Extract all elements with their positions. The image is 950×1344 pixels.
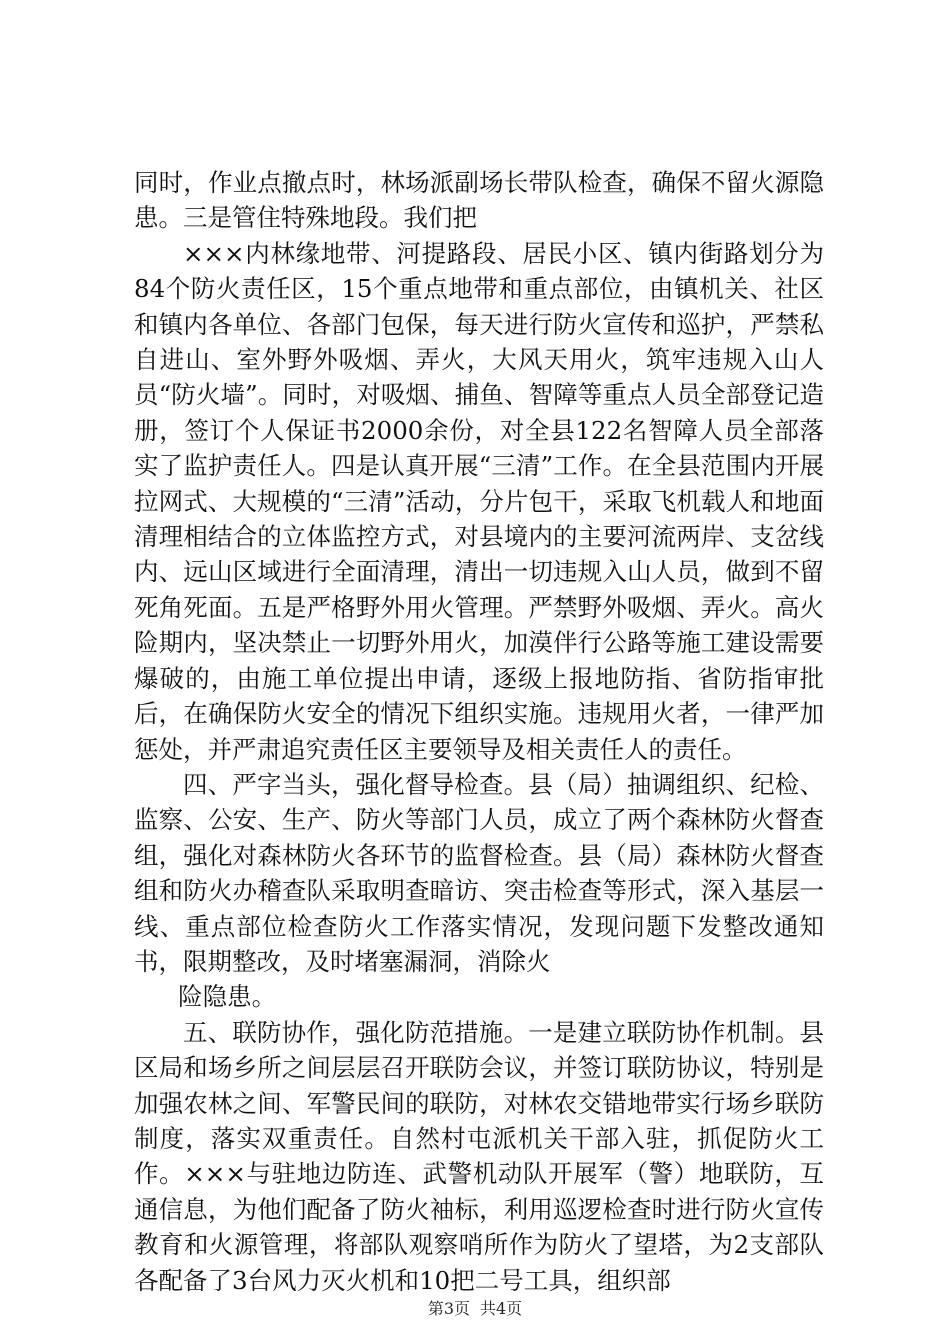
page-footer	[0, 1296, 950, 1319]
page-number: 第3页	[427, 1299, 470, 1318]
paragraph-special-zones: ×××内林缘地带、河提路段、居民小区、镇内街路划分为84个防火责任区，15个重点地带和重点部位，由镇机关、社区和镇内各单位、各部门包保，每天进行防火宣传和巡护，严禁私自进山、室外野外吸烟、弄火，大风天用火，筑牢违规入山人员“防火墙”。同时，对吸烟、捕鱼、智障等重点人员全部登记造册，签订个人保证书2000余份，对全县122名智障人员全部落实了监护责任人。四是认真开展“三清”工作。在全县范围内开展拉网式、大规模的“三清”活动，分片包干，采取飞机载人和地面清理相结合的立体监控方式，对县境内的主要河流两岸、支岔线内、远山区域进行全面清理，清出一切违规入山人员，做到不留死角死面。五是严格野外用火管理。严禁野外吸烟、弄火。高火险期内，坚决禁止一切野外用火，加漠伴行公路等施工建设需要爆破的，由施工单位提出申请，逐级上报地防指、省防指审批后，在确保防火安全的情况下组织实施。违规用火者，一律严加惩处，并严肃追究责任区主要领导及相关责任人的责任。	[134, 238, 824, 764]
paragraph-orphan-line: 险隐患。	[178, 982, 277, 1012]
page-total: 共4页	[480, 1299, 523, 1318]
paragraph-section-four: 四、严字当头，强化督导检查。县（局）抽调组织、纪检、监察、公安、生产、防火等部门人员，成立了两个森林防火督查组，强化对森林防火各环节的监督检查。县（局）森林防火督查组和防火办稽查队采取明查暗访、突击检查等形式，深入基层一线、重点部位检查防火工作落实情况，发现问题下发整改通知书，限期整改，及时堵塞漏洞，消除火	[134, 769, 824, 976]
paragraph-section-five: 五、联防协作，强化防范措施。一是建立联防协作机制。县区局和场乡所之间层层召开联防会议，并签订联防协议，特别是加强农林之间、军警民间的联防，对林农交错地带实行场乡联防制度，落实双重责任。自然村屯派机关干部入驻，抓促防火工作。×××与驻地边防连、武警机动队开展军（警）地联防，互通信息，为他们配备了防火袖标，利用巡逻检查时进行防火宣传教育和火源管理，将部队观察哨所作为防火了望塔，为2支部队各配备了3台风力灭火机和10把二号工具，组织部	[134, 1017, 824, 1295]
paragraph-continued: 同时，作业点撤点时，林场派副场长带队检查，确保不留火源隐患。三是管住特殊地段。我们把	[134, 168, 824, 233]
document-body	[134, 165, 824, 1298]
